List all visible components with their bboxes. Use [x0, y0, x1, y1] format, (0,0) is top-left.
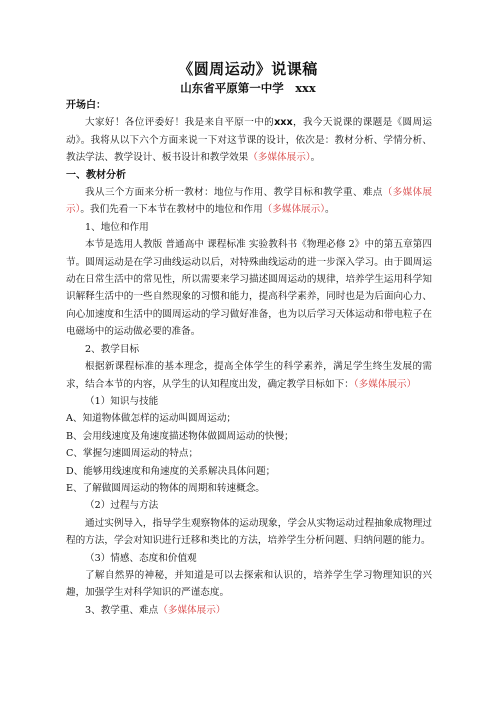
goals-paragraph [66, 358, 432, 393]
knowledge-item-b: B、会用线速度及角速度描述物体做圆周运动的快慢； [66, 430, 294, 442]
section1-intro-text-2: 。我们先看一下本节在教材中的地位和作用 [80, 204, 263, 216]
opening-heading: 开场白： [66, 100, 106, 111]
document-body [66, 97, 432, 619]
position-heading: 1、地位和作用 [85, 221, 149, 233]
media-note: （多媒体展示） [248, 152, 311, 164]
knowledge-item-c: C、掌握匀速圆周运动的特点； [66, 448, 199, 460]
process-heading: （2）过程与方法 [85, 500, 159, 512]
knowledge-item-a: A、知道物体做怎样的运动叫圆周运动； [66, 413, 237, 425]
knowledge-heading: （1）知识与技能 [85, 395, 159, 407]
attitude-paragraph: 了解自然界的神秘，并知道是可以去探索和认识的，培养学生学习物理知识的兴趣，加强学生对科学知识的严谨态度。 [66, 569, 432, 599]
opening-text: 大家好！各位评委好！我是来自平原一中的 [85, 117, 275, 129]
opening-end: 。 [310, 152, 321, 164]
document-subtitle: 山东省平原第一中学 xxx [180, 81, 316, 95]
opening-paragraph [66, 114, 432, 166]
section1-intro [66, 184, 432, 219]
document-title: 《圆周运动》说课稿 [178, 60, 318, 78]
section1-intro-end: 。 [325, 204, 335, 216]
opening-text-2: ，我今天说课的课题是《圆周运动》。我将从以下六个方面来说一下对这节课的设计，依次是：教材分析、学情分析、教法学法、教学设计、板书设计和教学效果 [66, 117, 433, 164]
media-note: （多媒体展示） [158, 604, 226, 616]
knowledge-item-d: D、能够用线速度和角速度的关系解决具体问题； [66, 465, 276, 477]
speaker-name: xxx [274, 117, 293, 129]
position-paragraph: 本节是选用人教版 普通高中 课程标准 实验教科书《物理必修 2》中的第五章第四节。圆周运动是在学习曲线运动以后，对特殊曲线运动的进一步深入学习。由于圆周运动在日常生活中的常见性，所以需要来学习描述圆周运动的规律，培养学生运用科学知识解释生活中的一些自然现象的习惯和能力，提高科学素养，同时也是为后面向心力、向心加速度和生活中的圆周运动的学习做好准备，也为以后学习天体运动和带电粒子在电磁场中的运动做必要的准备。 [66, 239, 432, 338]
knowledge-item-e: E、了解做圆周运动的物体的周期和转速概念。 [66, 482, 265, 494]
goals-text: 根据新课程标准的基本理念，提高全体学生的科学素养，满足学生终生发展的需求，结合本节的内容，从学生的认知程度出发，确定教学目标如下： [66, 361, 432, 390]
media-note: （多媒体展示） [66, 187, 433, 216]
attitude-heading: （3）情感、态度和价值观 [85, 552, 197, 564]
keypoints-heading-text: 3、教学重、难点 [85, 604, 159, 616]
media-note: （多媒体展示） [353, 378, 417, 390]
section1-intro-text: 我从三个方面来分析一教材：地位与作用、教学目标和教学重、难点 [85, 187, 383, 199]
process-paragraph: 通过实例导入，指导学生观察物体的运动现象，学会从实物运动过程抽象成物理过程的方法，学会对知识进行迁移和类比的方法，培养学生分析问题、归纳问题的能力。 [66, 517, 432, 547]
keypoints-heading [66, 602, 432, 619]
media-note: （多媒体展示） [262, 204, 326, 216]
goals-heading: 2、教学目标 [85, 343, 140, 355]
section1-heading: 一、教材分析 [66, 169, 126, 181]
